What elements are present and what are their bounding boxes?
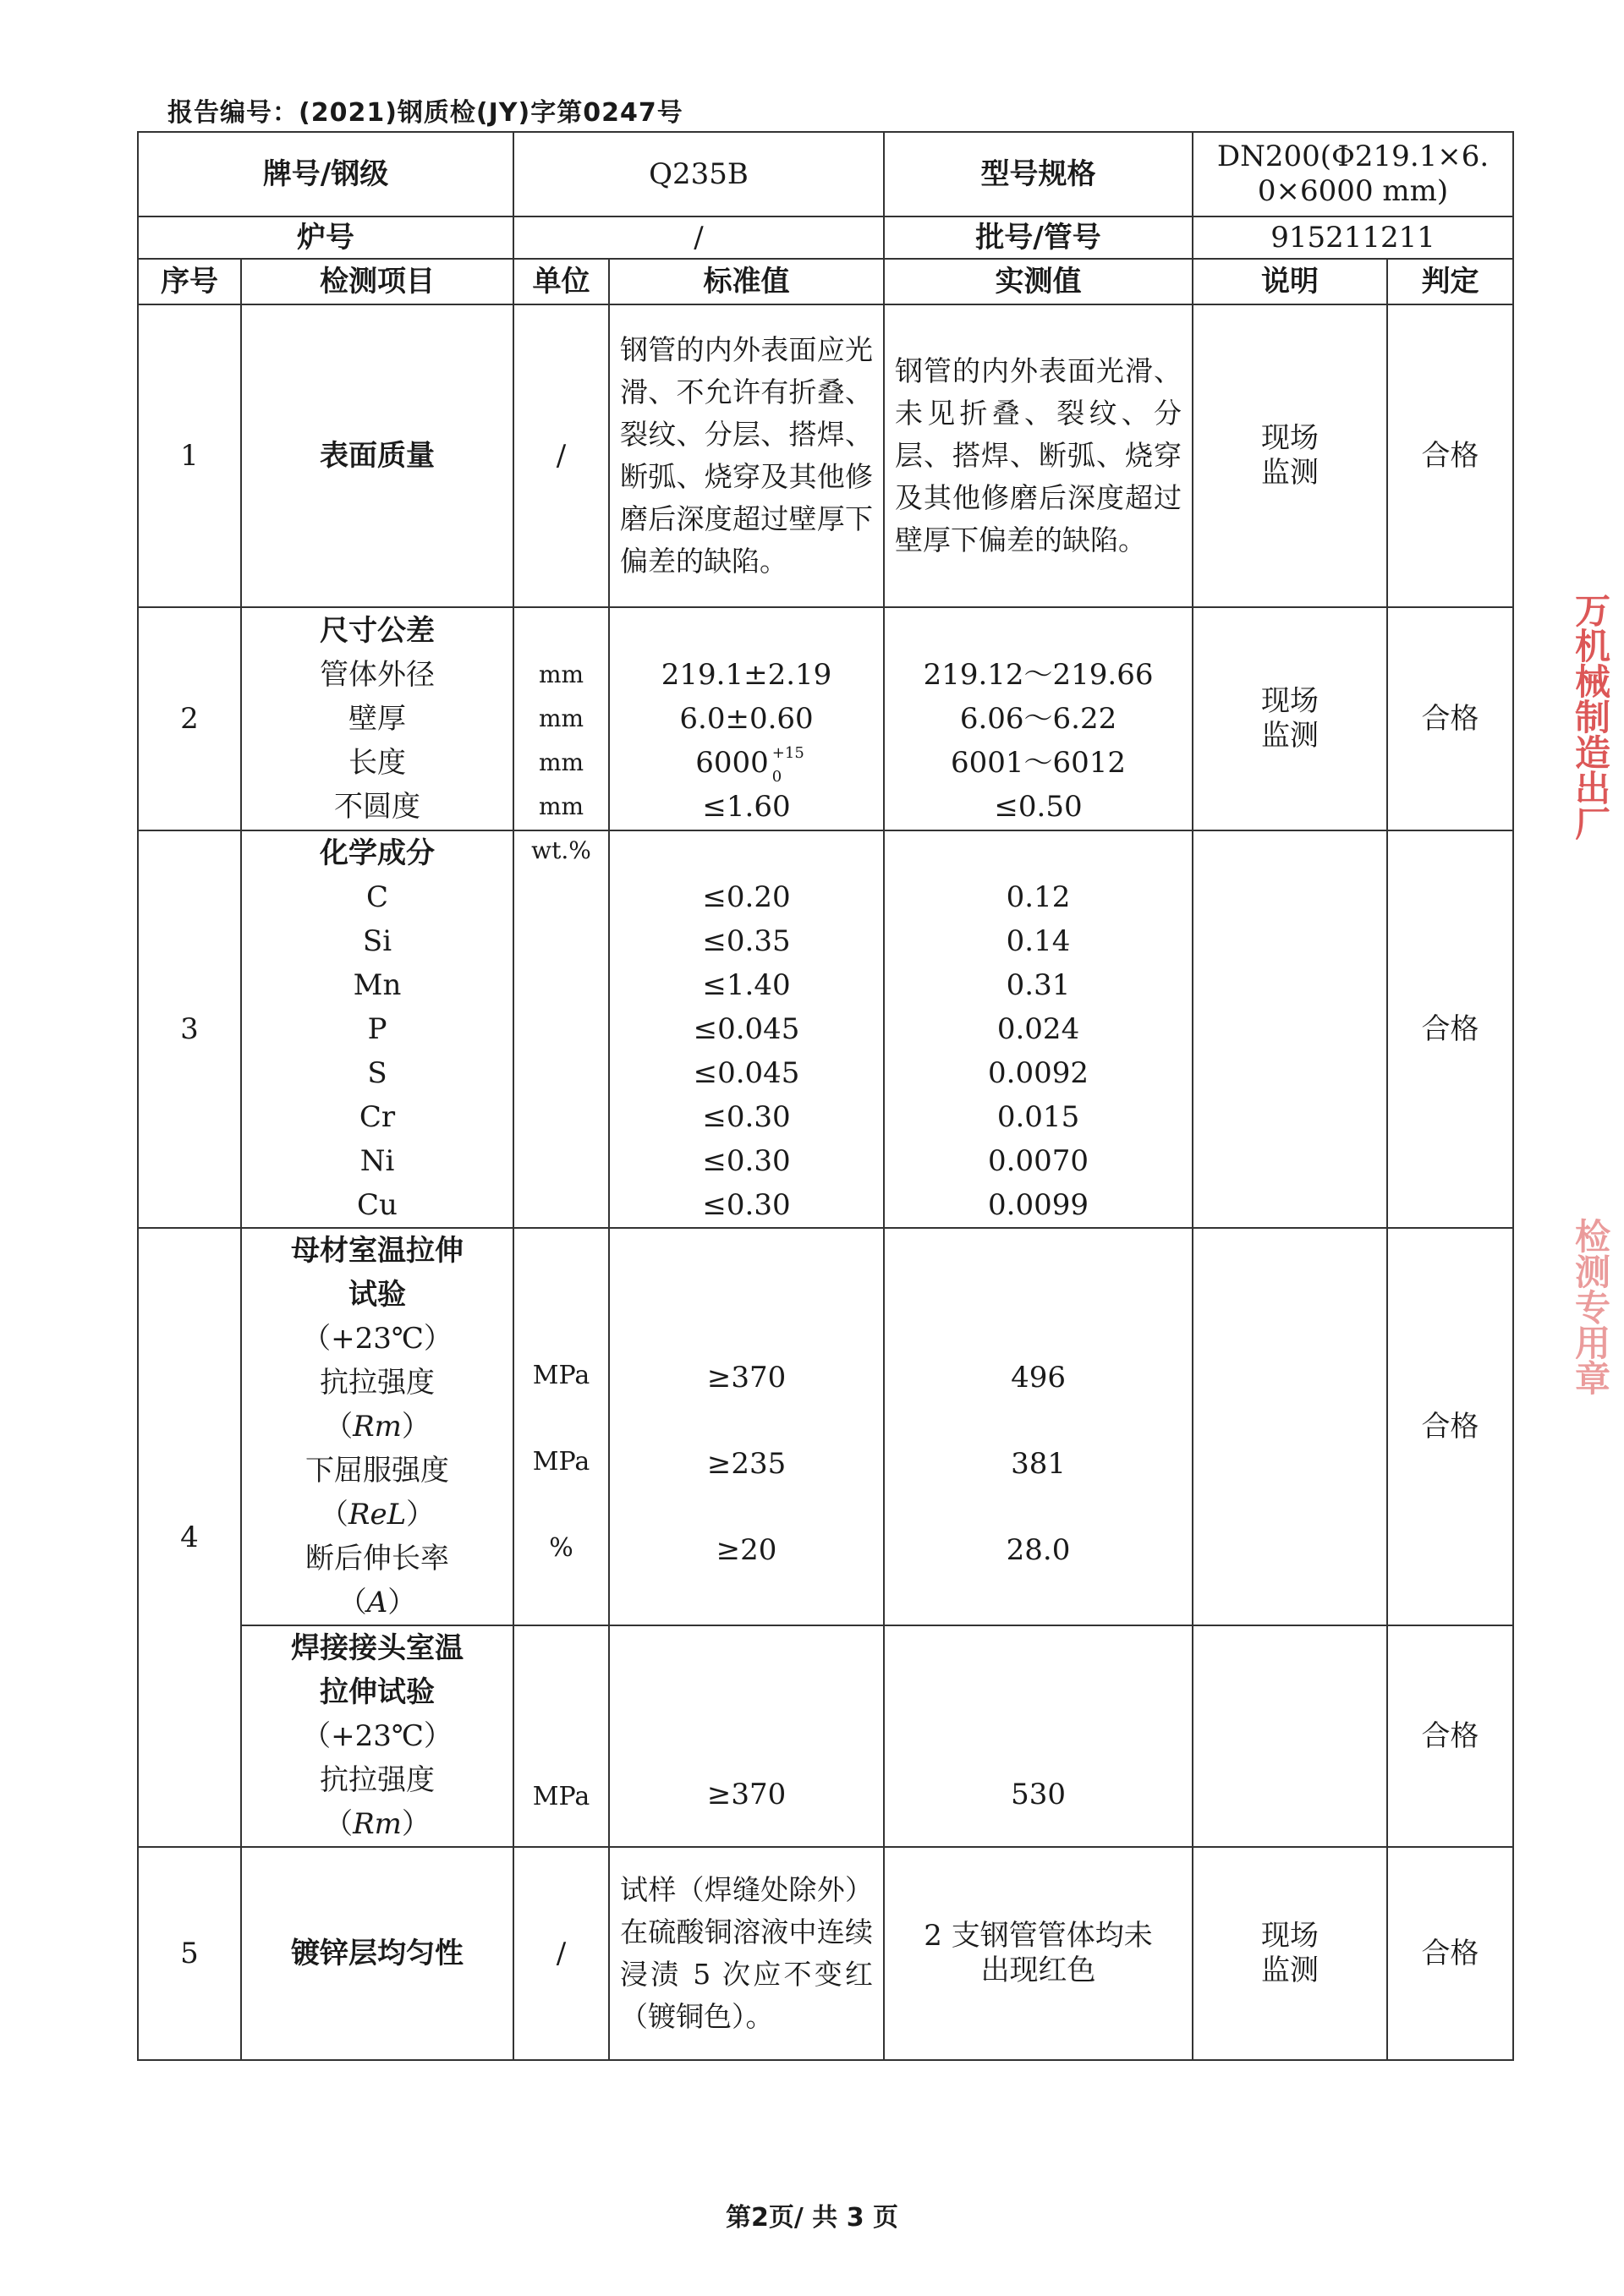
row4b-std: ≥370: [609, 1625, 884, 1847]
row3-std-8: ≤0.30: [702, 1188, 791, 1222]
row4a-p1-sym: （Rm）: [324, 1410, 431, 1444]
row3-std-1: ≤0.20: [702, 880, 791, 914]
row2-std-3: 6000 +15 0: [695, 744, 804, 786]
row4b-temp: （+23℃）: [302, 1719, 453, 1753]
row1-seq: 1: [138, 304, 241, 607]
row1-note-line-2: 监测: [1261, 456, 1320, 490]
row2-meas-1: 219.12～219.66: [923, 658, 1154, 692]
row4a-unit-1: MPa: [532, 1361, 590, 1390]
row3-meas-8: 0.0099: [988, 1188, 1089, 1222]
header-measured: 实测值: [884, 259, 1193, 304]
header-unit: 单位: [513, 259, 609, 304]
row4b-p1: 抗拉强度: [320, 1763, 435, 1797]
row2-unit-4: mm: [538, 792, 584, 820]
row5-measured-line-2: 出现红色: [980, 1954, 1096, 1987]
row3-std-7: ≤0.30: [702, 1144, 791, 1178]
row1-measured: 钢管的内外表面光滑、未见折叠、裂纹、分层、搭焊、断弧、烧穿及其他修磨后深度超过壁厚下偏差的缺陷。: [895, 354, 1182, 556]
row5-unit: /: [513, 1847, 609, 2060]
meta-row-2: [138, 216, 1513, 259]
table-row: [138, 1625, 1513, 1847]
row2-meas-3: 6001～6012: [951, 746, 1127, 780]
row2-item-1: 管体外径: [320, 658, 435, 692]
row3-std-5: ≤0.045: [693, 1056, 800, 1090]
row4a-p1: 抗拉强度: [320, 1366, 435, 1400]
row3-meas-5: 0.0092: [988, 1056, 1089, 1090]
row3-el-7: Ni: [359, 1144, 395, 1178]
model-value-line-2: 0×6000 mm): [1257, 174, 1449, 208]
seal-stamp-1: 万机械制造出厂: [1570, 592, 1611, 841]
row3-meas-7: 0.0070: [988, 1144, 1089, 1178]
header-note: 说明: [1193, 259, 1387, 304]
row4a-note: [1193, 1228, 1387, 1625]
table-row: [138, 607, 1513, 830]
row4a-unit-2: MPa: [532, 1447, 590, 1477]
row3-meas-1: 0.12: [1006, 880, 1071, 914]
row3-meas-4: 0.024: [996, 1012, 1080, 1046]
row3-std-2: ≤0.35: [702, 924, 791, 958]
model-value: [1193, 132, 1513, 216]
row1-verdict: 合格: [1387, 304, 1513, 607]
row5-note-line-2: 监测: [1261, 1954, 1320, 1987]
row2-item-2: 壁厚: [348, 702, 406, 736]
row1-standard: 钢管的内外表面应光滑、不允许有折叠、裂纹、分层、搭焊、断弧、烧穿及其他修磨后深度超过壁厚下偏差的缺陷。: [620, 333, 874, 578]
page-number: 第2页/ 共 3 页: [725, 2203, 899, 2233]
row4b-unit: MPa: [513, 1625, 609, 1847]
row4b-p1-sym: （Rm）: [324, 1807, 431, 1841]
header-standard: 标准值: [609, 259, 884, 304]
batch-label: 批号/管号: [884, 216, 1193, 259]
row4a-title-1: 母材室温拉伸: [291, 1234, 464, 1268]
heat-label: 炉号: [138, 216, 513, 259]
row2-seq: 2: [138, 607, 241, 830]
row4b-verdict: 合格: [1387, 1625, 1513, 1847]
report-number: 报告编号：(2021)钢质检(JY)字第0247号: [167, 98, 683, 128]
row3-std-3: ≤1.40: [702, 968, 791, 1002]
row1-note-line-1: 现场: [1261, 421, 1320, 456]
row2-unit-2: mm: [538, 704, 584, 732]
row5-item: 镀锌层均匀性: [241, 1847, 513, 2060]
row4b-note: [1193, 1625, 1387, 1847]
row3-meas-2: 0.14: [1006, 924, 1071, 958]
model-value-line-1: DN200(Φ219.1×6.: [1216, 140, 1490, 174]
row2-unit-3: mm: [538, 748, 584, 776]
row2-item-4: 不圆度: [334, 790, 420, 824]
row2-unit-1: mm: [538, 660, 584, 688]
row3-el-5: S: [367, 1056, 387, 1090]
row3-std-6: ≤0.30: [702, 1100, 791, 1134]
row4a-p3-sym: （A）: [337, 1586, 417, 1619]
row1-note: [1193, 304, 1387, 607]
row2-item-3: 长度: [348, 746, 406, 780]
row3-el-6: Cr: [359, 1100, 396, 1134]
table-row: [138, 1847, 1513, 2060]
row4b-title-2: 拉伸试验: [320, 1675, 435, 1709]
row2-std-2: 6.0±0.60: [679, 702, 814, 736]
row5-standard: 试样（焊缝处除外）在硫酸铜溶液中连续浸渍 5 次应不变红（镀铜色）。: [620, 1873, 874, 2033]
row4a-meas-1: 496: [1011, 1361, 1066, 1395]
meta-row-1: [138, 132, 1513, 216]
row2-std-1: 219.1±2.19: [661, 658, 832, 692]
row3-unit: wt.%: [513, 830, 609, 1228]
model-label: 型号规格: [884, 132, 1193, 216]
row4a-unit-3: %: [549, 1533, 573, 1563]
row4a-p2-sym: （ReL）: [319, 1498, 436, 1532]
row4a-p3: 断后伸长率: [305, 1542, 449, 1575]
row4b-title-1: 焊接接头室温: [291, 1631, 464, 1665]
row4a-std-3: ≥20: [716, 1533, 777, 1567]
row2-meas-2: 6.06～6.22: [959, 702, 1117, 736]
row2-title: 尺寸公差: [320, 614, 435, 648]
row3-meas-6: 0.015: [996, 1100, 1080, 1134]
row4a-meas-2: 381: [1011, 1447, 1066, 1481]
row4a-verdict: 合格: [1387, 1228, 1513, 1625]
row3-el-4: P: [367, 1012, 387, 1046]
batch-value: 915211211: [1193, 216, 1513, 259]
row2-verdict: 合格: [1387, 607, 1513, 830]
header-verdict: 判定: [1387, 259, 1513, 304]
row4a-title-2: 试验: [348, 1278, 406, 1312]
row3-el-8: Cu: [357, 1188, 398, 1222]
row2-std-4: ≤1.60: [702, 790, 791, 824]
row5-verdict: 合格: [1387, 1847, 1513, 2060]
row2-note: [1193, 607, 1387, 830]
row3-note: [1193, 830, 1387, 1228]
row3-seq: 3: [138, 830, 241, 1228]
row4a-meas-3: 28.0: [1006, 1533, 1071, 1567]
header-row: [138, 259, 1513, 304]
grade-label: 牌号/钢级: [138, 132, 513, 216]
inspection-table: [137, 131, 1514, 2061]
row3-verdict: 合格: [1387, 830, 1513, 1228]
row3-std-4: ≤0.045: [693, 1012, 800, 1046]
row2-note-line-2: 监测: [1261, 719, 1320, 753]
row3-meas-3: 0.31: [1006, 968, 1071, 1002]
row2-meas-4: ≤0.50: [994, 790, 1083, 824]
row3-title: 化学成分: [320, 836, 435, 870]
table-row: [138, 1228, 1513, 1625]
row4b-meas: 530: [884, 1625, 1193, 1847]
row4a-std-1: ≥370: [706, 1361, 787, 1395]
row4a-temp: （+23℃）: [302, 1322, 453, 1356]
header-seq: 序号: [138, 259, 241, 304]
header-item: 检测项目: [241, 259, 513, 304]
heat-value: /: [513, 216, 884, 259]
table-row: [138, 304, 1513, 607]
row4a-p2: 下屈服强度: [305, 1454, 449, 1488]
row2-note-line-1: 现场: [1261, 684, 1320, 719]
row3-el-1: C: [366, 880, 389, 914]
grade-value: Q235B: [513, 132, 884, 216]
row5-note-line-1: 现场: [1261, 1919, 1320, 1954]
row4-seq: 4: [138, 1228, 241, 1847]
row1-item: 表面质量: [241, 304, 513, 607]
row5-measured-line-1: 2 支钢管管体均未: [924, 1919, 1153, 1954]
row3-el-2: Si: [362, 924, 392, 958]
row4a-std-2: ≥235: [706, 1447, 787, 1481]
seal-stamp-2: 检测专用章: [1570, 1218, 1611, 1395]
row1-unit: /: [513, 304, 609, 607]
row5-seq: 5: [138, 1847, 241, 2060]
row5-measured: [884, 1847, 1193, 2060]
table-row: [138, 830, 1513, 1228]
row3-el-3: Mn: [353, 968, 402, 1002]
row5-note: [1193, 1847, 1387, 2060]
